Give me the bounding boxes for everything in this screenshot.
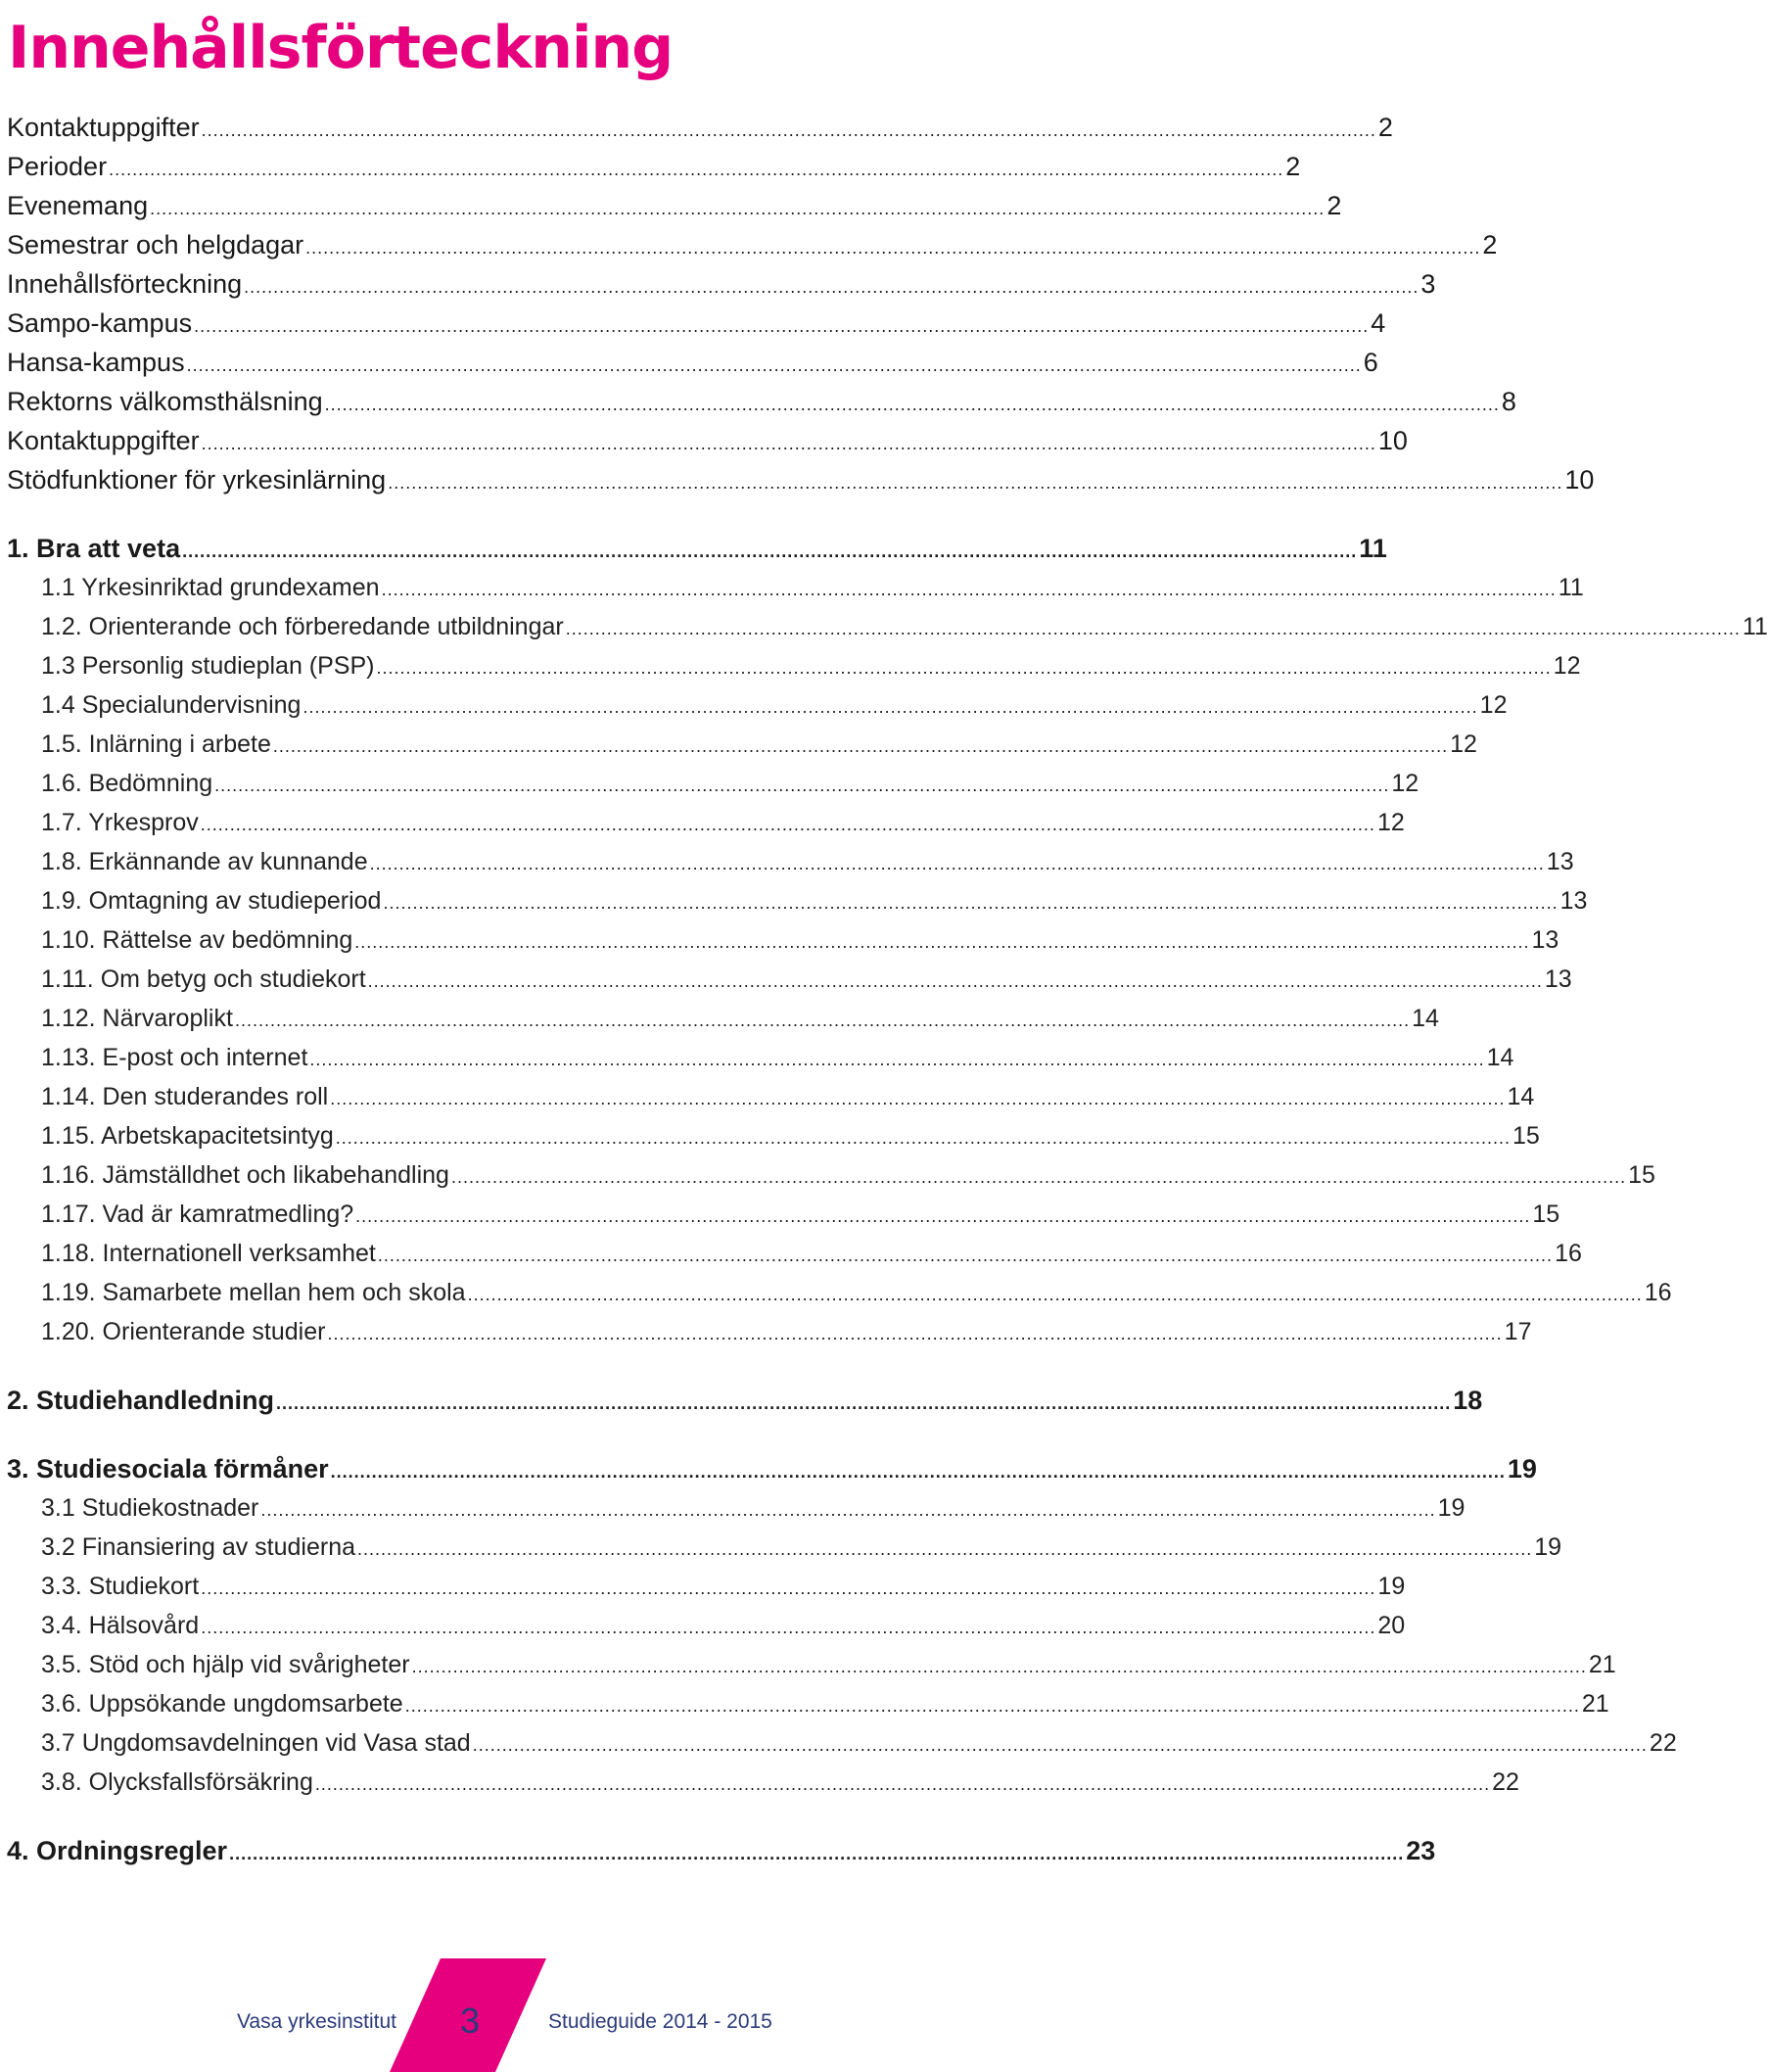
toc-dot-leader: ........................................................................................................................................................................................................ (354, 932, 1530, 952)
toc-entry-title: 3.3. Studiekort (41, 1573, 200, 1600)
toc-dot-leader: ........................................................................................................................................................................................................ (357, 1539, 1533, 1559)
toc-dot-leader: ........................................................................................................................................................................................................ (201, 120, 1376, 140)
toc-entry-page: 3 (1420, 269, 1436, 299)
toc-dot-leader: ........................................................................................................................................................................................................ (200, 815, 1375, 834)
toc-dot-leader: ........................................................................................................................................................................................................ (109, 160, 1284, 179)
toc-entry-page: 21 (1581, 1690, 1609, 1718)
toc-entry-page: 11 (1742, 613, 1768, 640)
toc-entry-title: 1.3 Personlig studieplan (PSP) (41, 652, 375, 680)
toc-entry-title: 1.16. Jämställdhet och likabehandling (41, 1161, 449, 1189)
toc-entry[interactable] (0, 1723, 1677, 1763)
toc-dot-leader: ........................................................................................................................................................................................................ (324, 395, 1500, 414)
toc-entry-title: 4. Ordningsregler (7, 1836, 228, 1865)
toc-dot-leader: ........................................................................................................................................................................................................ (182, 542, 1358, 561)
toc-entry[interactable] (0, 685, 1508, 725)
toc-entry-title: Innehållsförteckning (7, 269, 243, 299)
toc-entry-title: 3.7 Ungdomsavdelningen vid Vasa stad (41, 1729, 471, 1757)
toc-dot-leader: ........................................................................................................................................................................................................ (388, 473, 1563, 493)
toc-entry[interactable] (0, 764, 1419, 803)
toc-entry-page: 20 (1377, 1612, 1406, 1639)
toc-entry-title: 3.8. Olycksfallsförsäkring (41, 1768, 313, 1796)
toc-entry[interactable] (0, 803, 1405, 842)
toc-dot-leader: ........................................................................................................................................................................................................ (260, 1500, 1436, 1520)
toc-dot-leader: ........................................................................................................................................................................................................ (214, 776, 1390, 795)
toc-dot-leader: ........................................................................................................................................................................................................ (376, 658, 1552, 678)
toc-entry[interactable] (0, 1155, 1655, 1195)
toc-entry[interactable] (0, 1077, 1535, 1116)
toc-entry-title: Hansa-kampus (7, 348, 185, 377)
toc-entry[interactable] (0, 1312, 1532, 1351)
toc-entry[interactable] (0, 1528, 1562, 1567)
toc-entry[interactable] (0, 225, 1498, 264)
page-footer (0, 1958, 940, 2072)
toc-dot-leader: ........................................................................................................................................................................................................ (472, 1735, 1648, 1755)
toc-entry[interactable] (0, 264, 1436, 304)
toc-entry-page: 8 (1501, 387, 1516, 416)
toc-entry-title: 3.1 Studiekostnader (41, 1494, 259, 1522)
toc-entry-title: 1.2. Orienterande och förberedande utbildningar (41, 613, 564, 640)
toc-entry-page: 21 (1588, 1651, 1616, 1678)
toc-entry-title: 1.1 Yrkesinriktad grundexamen (41, 574, 380, 601)
table-of-contents (0, 108, 1768, 1870)
toc-entry-page: 19 (1534, 1533, 1562, 1561)
toc-entry[interactable] (0, 1116, 1540, 1155)
toc-entry[interactable] (0, 960, 1572, 999)
toc-entry-page: 13 (1531, 926, 1559, 954)
toc-entry[interactable] (0, 460, 1595, 499)
toc-entry-title: Kontaktuppgifter (7, 426, 200, 455)
toc-dot-leader: ........................................................................................................................................................................................................ (404, 1696, 1580, 1716)
toc-entry-page: 19 (1507, 1454, 1537, 1483)
toc-entry-title: Evenemang (7, 191, 149, 220)
toc-entry-page: 2 (1326, 191, 1342, 220)
toc-dot-leader: ........................................................................................................................................................................................................ (450, 1167, 1627, 1187)
toc-dot-leader: ........................................................................................................................................................................................................ (201, 1618, 1376, 1637)
toc-entry[interactable] (0, 1449, 1537, 1488)
toc-dot-leader: ........................................................................................................................................................................................................ (234, 1011, 1411, 1030)
footer-page-number: 3 (460, 2001, 481, 2041)
toc-entry-page: 19 (1377, 1573, 1406, 1600)
toc-entry-page: 17 (1504, 1318, 1532, 1345)
toc-entry-page: 12 (1391, 770, 1419, 797)
toc-entry-title: Sampo-kampus (7, 308, 193, 338)
toc-entry[interactable] (0, 1567, 1406, 1606)
toc-entry-page: 14 (1507, 1083, 1535, 1110)
toc-entry-title: 1.19. Samarbete mellan hem och skola (41, 1279, 466, 1306)
toc-entry-page: 18 (1453, 1386, 1483, 1415)
toc-dot-leader: ........................................................................................................................................................................................................ (302, 697, 1478, 717)
toc-entry-title: 1.4 Specialundervisning (41, 691, 302, 719)
toc-entry[interactable] (0, 529, 1387, 568)
toc-entry[interactable] (0, 842, 1574, 881)
toc-dot-leader: ........................................................................................................................................................................................................ (272, 736, 1449, 756)
toc-dot-leader: ........................................................................................................................................................................................................ (201, 434, 1376, 453)
toc-entry-page: 23 (1406, 1836, 1436, 1865)
toc-entry-page: 16 (1555, 1240, 1582, 1267)
toc-entry-title: 1.8. Erkännande av kunnande (41, 848, 368, 875)
toc-entry-title: 1.5. Inlärning i arbete (41, 730, 271, 758)
toc-dot-leader: ........................................................................................................................................................................................................ (383, 893, 1559, 913)
toc-entry[interactable] (0, 1273, 1672, 1312)
toc-entry-page: 12 (1479, 691, 1508, 719)
toc-entry[interactable] (0, 382, 1516, 421)
toc-entry-page: 16 (1644, 1279, 1672, 1306)
toc-entry[interactable] (0, 108, 1393, 147)
toc-entry-page: 19 (1437, 1494, 1466, 1522)
toc-entry-title: 1.9. Omtagning av studieperiod (41, 887, 382, 915)
toc-dot-leader: ........................................................................................................................................................................................................ (335, 1128, 1511, 1148)
toc-dot-leader: ........................................................................................................................................................................................................ (314, 1774, 1491, 1794)
footer-guide-title: Studieguide 2014 - 2015 (548, 2010, 772, 2033)
toc-entry-title: 1.14. Den studerandes roll (41, 1083, 329, 1110)
toc-entry-title: 1.13. E-post och internet (41, 1044, 308, 1071)
toc-entry-title: 1.17. Vad är kamratmedling? (41, 1201, 354, 1228)
toc-entry[interactable] (0, 1831, 1436, 1870)
toc-entry-title: 3.5. Stöd och hjälp vid svårigheter (41, 1651, 410, 1678)
toc-entry-page: 2 (1482, 230, 1498, 259)
toc-entry-title: 1.20. Orienterande studier (41, 1318, 326, 1345)
toc-entry-page: 14 (1486, 1044, 1514, 1071)
toc-entry-page: 11 (1359, 534, 1387, 563)
toc-entry-title: 1.15. Arbetskapacitetsintyg (41, 1122, 334, 1150)
toc-entry-title: 1. Bra att veta (7, 534, 181, 563)
toc-entry[interactable] (0, 920, 1559, 960)
toc-entry[interactable] (0, 186, 1342, 225)
toc-entry-page: 22 (1649, 1729, 1677, 1757)
toc-dot-leader: ........................................................................................................................................................................................................ (229, 1844, 1405, 1863)
footer-school-name: Vasa yrkesinstitut (236, 2010, 396, 2033)
toc-entry[interactable] (0, 1763, 1519, 1802)
toc-entry-title: Rektorns välkomsthälsning (7, 387, 323, 416)
toc-dot-leader: ........................................................................................................................................................................................................ (355, 1206, 1531, 1226)
toc-dot-leader: ........................................................................................................................................................................................................ (369, 854, 1545, 873)
toc-entry-page: 4 (1371, 308, 1386, 338)
toc-entry[interactable] (0, 1381, 1483, 1420)
toc-dot-leader: ........................................................................................................................................................................................................ (381, 580, 1557, 599)
toc-entry-title: 1.11. Om betyg och studiekort (41, 965, 366, 993)
toc-dot-leader: ........................................................................................................................................................................................................ (467, 1285, 1643, 1304)
toc-dot-leader: ........................................................................................................................................................................................................ (309, 1050, 1485, 1069)
toc-dot-leader: ........................................................................................................................................................................................................ (411, 1657, 1587, 1676)
page-title: Innehållsförteckning (8, 14, 674, 82)
toc-entry-page: 15 (1512, 1122, 1540, 1150)
toc-entry[interactable] (0, 1195, 1560, 1234)
toc-entry-title: 1.7. Yrkesprov (41, 809, 199, 836)
toc-dot-leader: ........................................................................................................................................................................................................ (194, 316, 1370, 336)
toc-entry-page: 6 (1363, 348, 1378, 377)
toc-dot-leader: ........................................................................................................................................................................................................ (305, 238, 1481, 258)
toc-dot-leader: ........................................................................................................................................................................................................ (367, 971, 1543, 991)
toc-entry[interactable] (0, 1488, 1466, 1528)
toc-entry-page: 15 (1628, 1161, 1655, 1189)
toc-entry-page: 14 (1412, 1005, 1439, 1032)
toc-dot-leader: ........................................................................................................................................................................................................ (150, 199, 1326, 218)
toc-entry[interactable] (0, 607, 1768, 646)
toc-entry[interactable] (0, 1038, 1514, 1077)
toc-entry-page: 12 (1450, 730, 1477, 758)
toc-dot-leader: ........................................................................................................................................................................................................ (201, 1578, 1376, 1598)
toc-entry-title: Stödfunktioner för yrkesinlärning (7, 465, 387, 494)
toc-dot-leader: ........................................................................................................................................................................................................ (330, 1462, 1506, 1482)
toc-entry-page: 13 (1559, 887, 1588, 915)
toc-entry[interactable] (0, 1645, 1616, 1684)
toc-entry-title: 1.12. Närvaroplikt (41, 1005, 233, 1032)
toc-entry[interactable] (0, 304, 1386, 343)
toc-entry-title: 3.2 Finansiering av studierna (41, 1533, 356, 1561)
toc-dot-leader: ........................................................................................................................................................................................................ (244, 277, 1419, 297)
toc-entry-page: 15 (1532, 1201, 1560, 1228)
toc-spacer (0, 1420, 940, 1449)
toc-entry-title: 1.6. Bedömning (41, 770, 213, 797)
toc-entry-title: 3.4. Hälsovård (41, 1612, 200, 1639)
toc-dot-leader: ........................................................................................................................................................................................................ (377, 1246, 1554, 1265)
toc-entry[interactable] (0, 999, 1439, 1038)
toc-entry-page: 10 (1377, 426, 1408, 455)
toc-spacer (0, 1351, 940, 1381)
toc-entry-title: 3.6. Uppsökande ungdomsarbete (41, 1690, 403, 1718)
toc-entry-page: 13 (1546, 848, 1574, 875)
toc-entry-page: 12 (1376, 809, 1405, 836)
toc-dot-leader: ........................................................................................................................................................................................................ (276, 1393, 1452, 1413)
toc-entry-page: 2 (1285, 152, 1301, 181)
toc-entry[interactable] (0, 646, 1581, 685)
toc-entry-title: 2. Studiehandledning (7, 1386, 275, 1415)
toc-entry-title: 1.18. Internationell verksamhet (41, 1240, 376, 1267)
toc-entry[interactable] (0, 343, 1378, 382)
toc-dot-leader: ........................................................................................................................................................................................................ (186, 355, 1362, 375)
toc-dot-leader: ........................................................................................................................................................................................................ (330, 1089, 1506, 1108)
toc-entry-title: Perioder (7, 152, 108, 181)
toc-entry[interactable] (0, 881, 1588, 920)
toc-entry-page: 11 (1558, 574, 1584, 601)
toc-spacer (0, 499, 940, 529)
toc-entry-page: 2 (1377, 113, 1393, 142)
toc-entry[interactable] (0, 1606, 1406, 1645)
toc-entry-title: Kontaktuppgifter (7, 113, 200, 142)
toc-spacer (0, 1802, 940, 1831)
toc-entry-page: 22 (1492, 1768, 1519, 1796)
toc-entry[interactable] (0, 568, 1584, 607)
toc-entry[interactable] (0, 421, 1408, 460)
toc-entry-page: 12 (1553, 652, 1581, 680)
toc-dot-leader: ........................................................................................................................................................................................................ (327, 1324, 1503, 1343)
toc-entry-title: 3. Studiesociala förmåner (7, 1454, 329, 1483)
toc-entry[interactable] (0, 1684, 1609, 1723)
toc-entry-title: Semestrar och helgdagar (7, 230, 304, 259)
toc-entry[interactable] (0, 1234, 1582, 1273)
toc-entry[interactable] (0, 725, 1477, 764)
toc-dot-leader: ........................................................................................................................................................................................................ (565, 619, 1741, 638)
toc-entry-page: 13 (1544, 965, 1572, 993)
toc-entry-title: 1.10. Rättelse av bedömning (41, 926, 353, 954)
toc-entry-page: 10 (1564, 465, 1595, 494)
toc-entry[interactable] (0, 147, 1301, 186)
